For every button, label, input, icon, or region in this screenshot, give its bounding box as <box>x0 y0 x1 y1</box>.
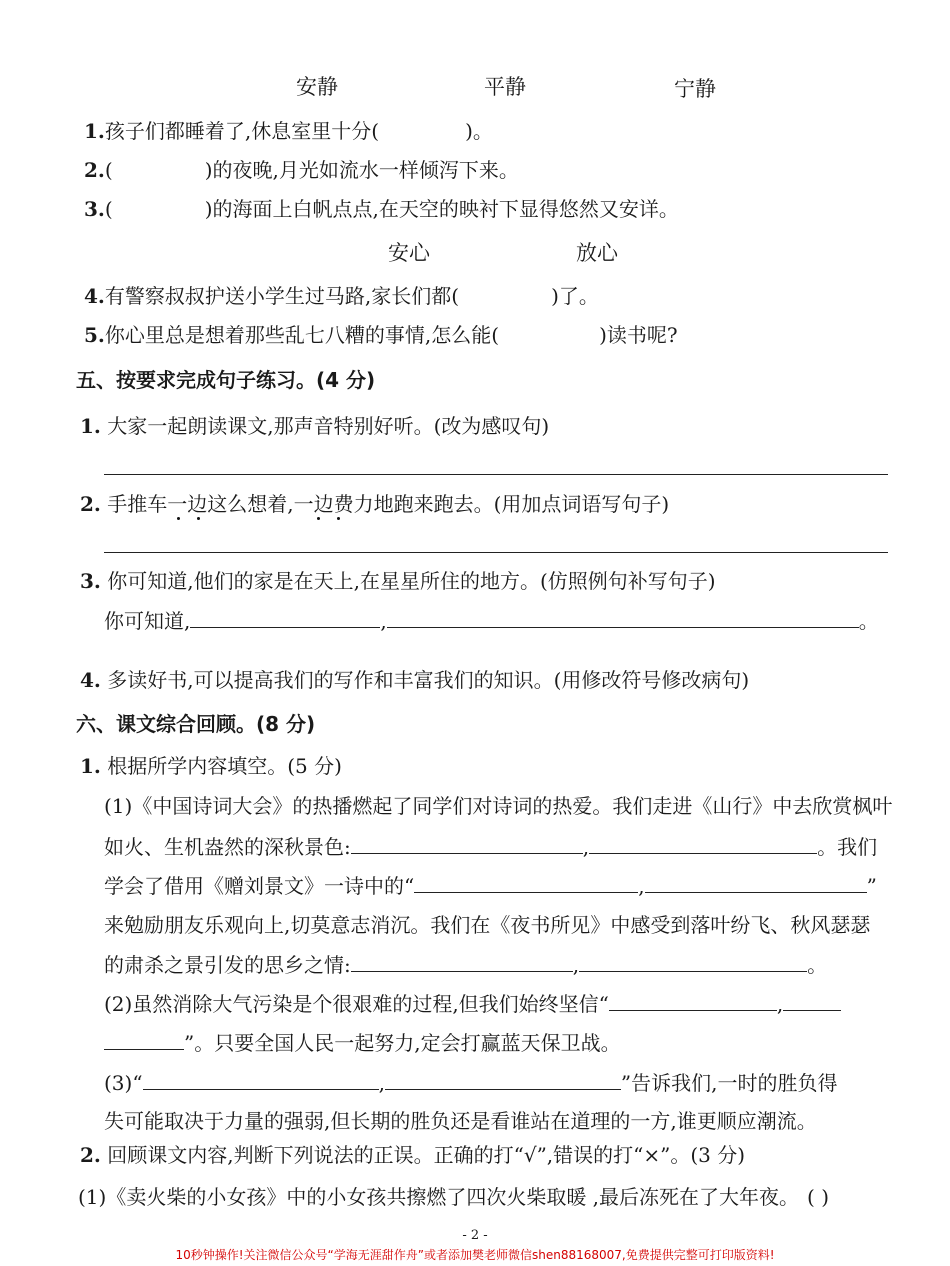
answer-blank[interactable] <box>104 1029 184 1050</box>
word-option: 平静 <box>484 75 526 99</box>
fill-item: 2.( )的夜晚,月光如流水一样倾泻下来。 <box>84 158 519 182</box>
paragraph-line: 的肃杀之景引发的思乡之情: , 。 <box>104 953 828 977</box>
answer-blank[interactable] <box>783 990 841 1011</box>
answer-box[interactable]: ( ) <box>807 1185 830 1209</box>
question: 2. 手推车一边这么想着,一边费力地跑来跑去。(用加点词语写句子) <box>80 492 670 516</box>
answer-blank[interactable] <box>609 990 777 1011</box>
paragraph-line: 失可能取决于力量的强弱,但长期的胜负还是看谁站在道理的一方,谁更顺应潮流。 <box>104 1109 817 1133</box>
answer-line[interactable] <box>104 474 888 475</box>
paragraph-line: (3)“ , ”告诉我们,一时的胜负得 <box>104 1071 838 1095</box>
emphasis-dot <box>197 517 200 520</box>
answer-blank[interactable] <box>579 951 807 972</box>
word-option: 放心 <box>576 241 618 265</box>
question: 4. 多读好书,可以提高我们的写作和丰富我们的知识。(用修改符号修改病句) <box>80 668 750 692</box>
answer-blank[interactable] <box>385 1069 621 1090</box>
question: 1. 根据所学内容填空。(5 分) <box>80 754 342 778</box>
paragraph-line: (1)《中国诗词大会》的热播燃起了同学们对诗词的热爱。我们走进《山行》中去欣赏枫叶 <box>104 794 893 818</box>
paragraph-line: 如火、生机盎然的深秋景色: , 。我们 <box>104 835 878 859</box>
answer-blank[interactable] <box>351 951 573 972</box>
paragraph-line: ”。只要全国人民一起努力,定会打赢蓝天保卫战。 <box>104 1029 621 1056</box>
question: 3. 你可知道,他们的家是在天上,在星星所住的地方。(仿照例句补写句子) <box>80 569 716 593</box>
emphasis-dot <box>317 517 320 520</box>
word-option: 安心 <box>388 241 430 265</box>
emphasis-dot <box>337 517 340 520</box>
word-option: 宁静 <box>674 77 716 101</box>
question: 2. 回顾课文内容,判断下列说法的正误。正确的打“√”,错误的打“×”。(3 分) <box>80 1143 746 1167</box>
answer-blank[interactable] <box>645 872 867 893</box>
section-title: 六、课文综合回顾。(8 分) <box>76 712 316 736</box>
answer-blank[interactable] <box>143 1069 379 1090</box>
answer-blank[interactable] <box>414 872 638 893</box>
answer-blank[interactable] <box>190 607 380 628</box>
question: 1. 大家一起朗读课文,那声音特别好听。(改为感叹句) <box>80 414 550 438</box>
promo-footer: 10秒钟操作!关注微信公众号“学海无涯甜作舟”或者添加樊老师微信shen88168007,免费提供完整可打印版资料! <box>175 1248 775 1262</box>
fill-item: 4.有警察叔叔护送小学生过马路,家长们都( )了。 <box>84 284 599 308</box>
fill-item: 1.孩子们都睡着了,休息室里十分( )。 <box>84 119 493 143</box>
paragraph-line: 来勉励朋友乐观向上,切莫意志消沉。我们在《夜书所见》中感受到落叶纷飞、秋风瑟瑟 <box>104 913 871 937</box>
fill-item: 3.( )的海面上白帆点点,在天空的映衬下显得悠然又安详。 <box>84 197 679 221</box>
paragraph-line: 学会了借用《赠刘景文》一诗中的“ , ” <box>104 874 877 898</box>
paragraph-line: (2)虽然消除大气污染是个很艰难的过程,但我们始终坚信“ , <box>104 990 841 1017</box>
word-option: 安静 <box>296 75 338 99</box>
answer-blank[interactable] <box>589 833 817 854</box>
section-title: 五、按要求完成句子练习。(4 分) <box>76 368 376 392</box>
answer-blank[interactable] <box>387 607 859 628</box>
fill-line: 你可知道, , 。 <box>104 609 879 633</box>
emphasis-dot <box>177 517 180 520</box>
fill-item: 5.你心里总是想着那些乱七八糟的事情,怎么能( )读书呢? <box>84 323 678 347</box>
answer-blank[interactable] <box>351 833 583 854</box>
answer-line[interactable] <box>104 552 888 553</box>
judge-item: (1)《卖火柴的小女孩》中的小女孩共擦燃了四次火柴取暖 ,最后冻死在了大年夜。 ( ) <box>78 1185 830 1209</box>
page-number: - 2 - <box>462 1228 488 1243</box>
